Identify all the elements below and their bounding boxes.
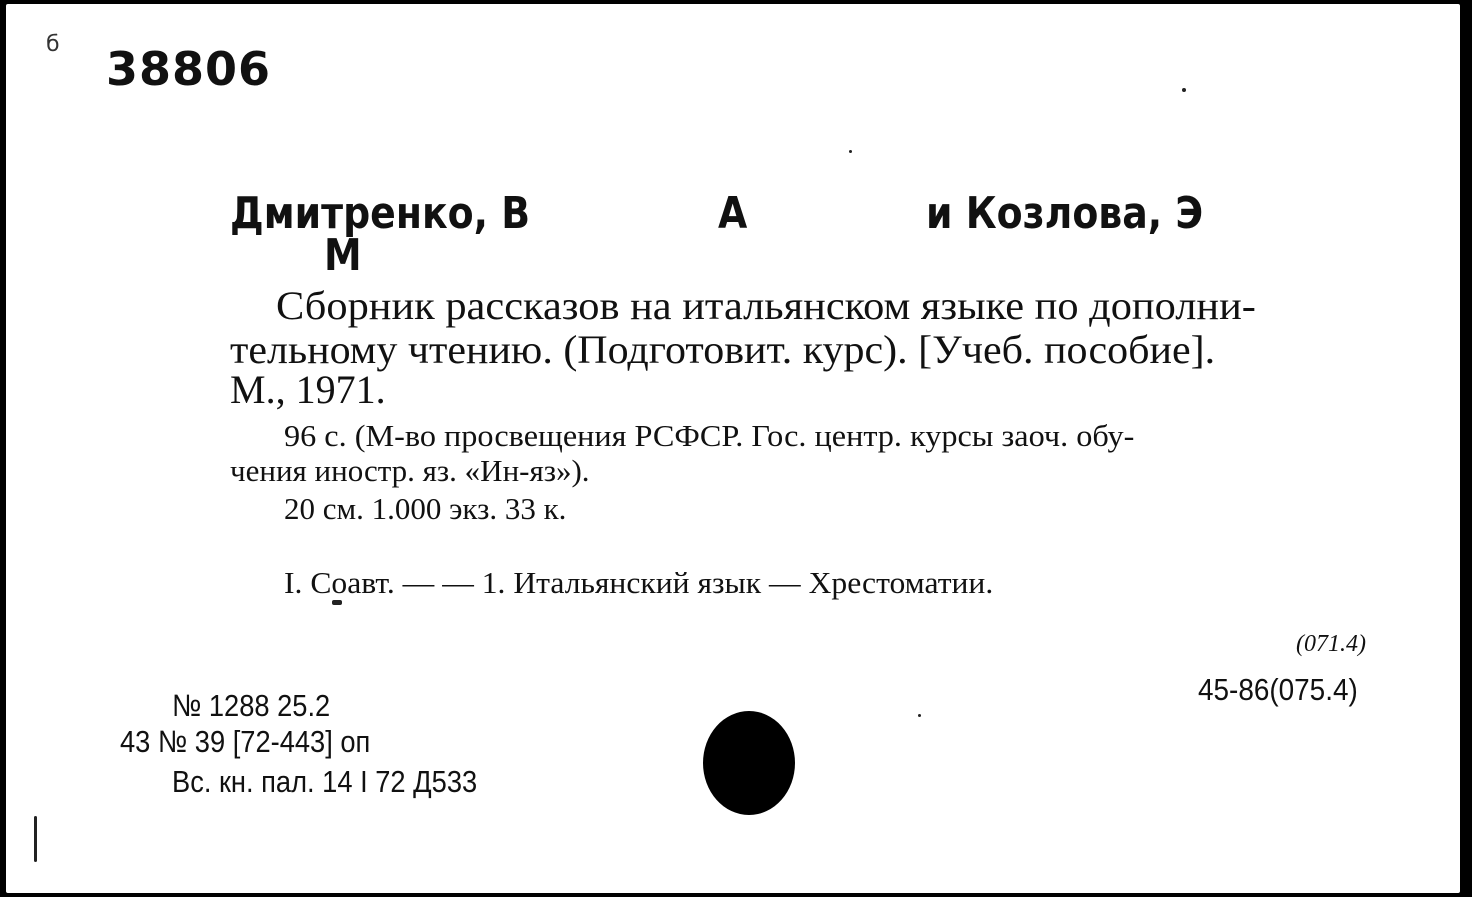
collation-line: 96 с. (М-во просвещения РСФСР. Гос. центр. курсы заоч. обу- [284, 418, 1135, 453]
classification-code: 45-86(075.4) [1198, 672, 1358, 707]
title-line: тельному чтению. (Подготовит. курс). [Учеб. пособие]. [230, 327, 1216, 372]
footer-line: 43 № 39 [72-443] оп [120, 724, 371, 759]
author-initial: А [718, 188, 748, 239]
handwritten-class-note: (071.4) [1296, 631, 1366, 657]
tracings: I. Соавт. — — 1. Итальянский язык — Хрестоматии. [284, 565, 994, 600]
catalog-card [6, 4, 1460, 893]
title-line: М., 1971. [230, 367, 386, 412]
collation-line: чения иностр. яз. «Ин-яз»). [230, 453, 590, 488]
ink-mark [332, 600, 342, 605]
author-second: и Козлова, Э [926, 188, 1204, 239]
punch-hole [703, 711, 795, 815]
ink-speck [1182, 88, 1186, 92]
ink-speck [918, 714, 921, 717]
inventory-number: 38806 [106, 42, 272, 96]
collation-line: 20 см. 1.000 экз. 33 к. [284, 491, 567, 526]
inventory-prefix: б [46, 32, 60, 57]
author-first: Дмитренко, В [230, 188, 531, 239]
ink-speck [849, 150, 852, 153]
footer-line: Вс. кн. пал. 14 I 72 Д533 [172, 764, 478, 799]
author-second-initial: М [324, 230, 362, 281]
title-line: Сборник рассказов на итальянском языке по дополни- [276, 283, 1256, 328]
footer-line: № 1288 25.2 [172, 688, 331, 723]
ink-stroke [34, 816, 37, 862]
